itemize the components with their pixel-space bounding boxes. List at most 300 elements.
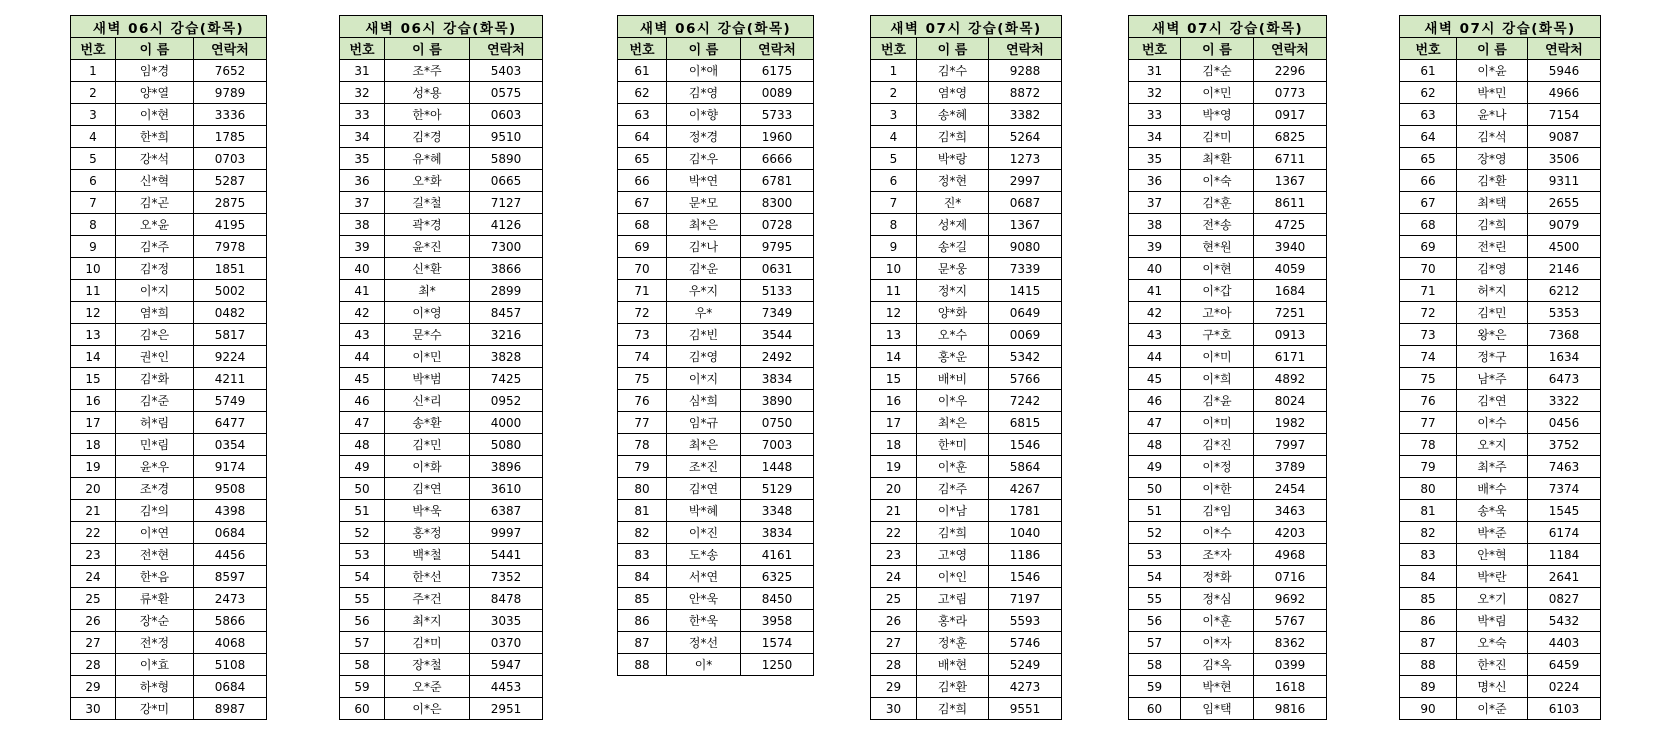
cell-number: 8 <box>71 214 116 236</box>
cell-number: 46 <box>1129 390 1181 412</box>
header-number: 번호 <box>1129 38 1181 60</box>
cell-number: 69 <box>1400 236 1457 258</box>
cell-number: 79 <box>618 456 667 478</box>
table-row <box>1129 368 1327 390</box>
cell-name: 민*림 <box>116 434 194 456</box>
cell-name: 박*림 <box>1457 610 1528 632</box>
cell-number: 74 <box>618 346 667 368</box>
cell-number: 58 <box>1129 654 1181 676</box>
table-row <box>340 654 543 676</box>
table-row <box>71 478 267 500</box>
cell-name: 김*미 <box>1181 126 1254 148</box>
cell-number: 40 <box>340 258 385 280</box>
cell-number: 36 <box>340 170 385 192</box>
cell-contact: 1960 <box>741 126 814 148</box>
cell-contact: 5866 <box>194 610 267 632</box>
roster-table-4 <box>870 15 1062 720</box>
cell-name: 이*민 <box>385 346 470 368</box>
table-row <box>71 346 267 368</box>
cell-name: 고*아 <box>1181 302 1254 324</box>
cell-contact: 5766 <box>989 368 1062 390</box>
cell-contact: 7339 <box>989 258 1062 280</box>
cell-number: 64 <box>1400 126 1457 148</box>
cell-name: 김*희 <box>917 522 989 544</box>
table-row <box>618 126 814 148</box>
cell-name: 이*미 <box>1181 412 1254 434</box>
cell-number: 42 <box>1129 302 1181 324</box>
table-row <box>71 104 267 126</box>
cell-contact: 5817 <box>194 324 267 346</box>
cell-name: 이*훈 <box>917 456 989 478</box>
cell-number: 4 <box>71 126 116 148</box>
table-row <box>1400 698 1601 720</box>
cell-name: 우* <box>667 302 741 324</box>
table-row <box>618 478 814 500</box>
table-row <box>1129 346 1327 368</box>
cell-number: 22 <box>71 522 116 544</box>
cell-name: 길*철 <box>385 192 470 214</box>
cell-name: 이*진 <box>667 522 741 544</box>
cell-name: 곽*경 <box>385 214 470 236</box>
cell-contact: 7300 <box>470 236 543 258</box>
cell-number: 17 <box>871 412 917 434</box>
cell-contact: 9079 <box>1528 214 1601 236</box>
cell-number: 72 <box>618 302 667 324</box>
cell-contact: 1634 <box>1528 346 1601 368</box>
cell-contact: 9174 <box>194 456 267 478</box>
cell-contact: 7978 <box>194 236 267 258</box>
table-row <box>871 412 1062 434</box>
table-row <box>871 82 1062 104</box>
table-row <box>618 280 814 302</box>
cell-name: 이* <box>667 654 741 676</box>
cell-contact: 1546 <box>989 566 1062 588</box>
cell-number: 7 <box>71 192 116 214</box>
cell-name: 허*지 <box>1457 280 1528 302</box>
cell-number: 30 <box>71 698 116 720</box>
cell-name: 하*형 <box>116 676 194 698</box>
cell-name: 서*연 <box>667 566 741 588</box>
cell-number: 75 <box>618 368 667 390</box>
cell-name: 박*범 <box>385 368 470 390</box>
cell-contact: 4059 <box>1254 258 1327 280</box>
cell-number: 60 <box>340 698 385 720</box>
cell-number: 67 <box>618 192 667 214</box>
cell-name: 성*용 <box>385 82 470 104</box>
cell-contact: 9692 <box>1254 588 1327 610</box>
cell-number: 50 <box>340 478 385 500</box>
cell-number: 31 <box>340 60 385 82</box>
table-row <box>1129 148 1327 170</box>
table-row <box>71 258 267 280</box>
cell-number: 41 <box>1129 280 1181 302</box>
cell-contact: 3789 <box>1254 456 1327 478</box>
table-row <box>1129 522 1327 544</box>
table-row <box>1400 346 1601 368</box>
cell-number: 43 <box>1129 324 1181 346</box>
cell-number: 24 <box>871 566 917 588</box>
cell-name: 김*연 <box>667 478 741 500</box>
table-row <box>871 126 1062 148</box>
cell-number: 15 <box>871 368 917 390</box>
cell-name: 이*한 <box>1181 478 1254 500</box>
cell-number: 89 <box>1400 676 1457 698</box>
table-row <box>618 170 814 192</box>
cell-number: 47 <box>1129 412 1181 434</box>
cell-name: 김*빈 <box>667 324 741 346</box>
table-row <box>1129 258 1327 280</box>
table-row <box>1400 258 1601 280</box>
cell-contact: 1367 <box>989 214 1062 236</box>
cell-contact: 5432 <box>1528 610 1601 632</box>
cell-contact: 8024 <box>1254 390 1327 412</box>
cell-name: 문*웅 <box>917 258 989 280</box>
cell-number: 46 <box>340 390 385 412</box>
cell-name: 이*지 <box>116 280 194 302</box>
cell-number: 59 <box>340 676 385 698</box>
table-row <box>871 610 1062 632</box>
cell-number: 85 <box>618 588 667 610</box>
cell-number: 5 <box>71 148 116 170</box>
cell-name: 오*기 <box>1457 588 1528 610</box>
cell-name: 정*지 <box>917 280 989 302</box>
cell-contact: 5342 <box>989 346 1062 368</box>
table-row <box>618 456 814 478</box>
table-row <box>871 544 1062 566</box>
cell-number: 5 <box>871 148 917 170</box>
cell-contact: 3890 <box>741 390 814 412</box>
cell-contact: 4273 <box>989 676 1062 698</box>
cell-number: 55 <box>1129 588 1181 610</box>
cell-contact: 4456 <box>194 544 267 566</box>
cell-contact: 3610 <box>470 478 543 500</box>
roster-table-2 <box>339 15 543 720</box>
cell-name: 전*현 <box>116 544 194 566</box>
cell-contact: 2454 <box>1254 478 1327 500</box>
table-row <box>871 390 1062 412</box>
cell-name: 박*준 <box>1457 522 1528 544</box>
table-row <box>1400 214 1601 236</box>
table-row <box>1400 588 1601 610</box>
cell-name: 남*주 <box>1457 368 1528 390</box>
cell-contact: 9816 <box>1254 698 1327 720</box>
table-row <box>1400 126 1601 148</box>
table-row <box>871 632 1062 654</box>
cell-name: 김*희 <box>917 698 989 720</box>
cell-name: 김*옥 <box>1181 654 1254 676</box>
cell-name: 도*송 <box>667 544 741 566</box>
cell-contact: 9080 <box>989 236 1062 258</box>
cell-contact: 1785 <box>194 126 267 148</box>
cell-number: 38 <box>1129 214 1181 236</box>
cell-name: 정*훈 <box>917 632 989 654</box>
table-row <box>1129 434 1327 456</box>
cell-contact: 6815 <box>989 412 1062 434</box>
cell-number: 86 <box>618 610 667 632</box>
table-row <box>871 698 1062 720</box>
cell-name: 오*숙 <box>1457 632 1528 654</box>
table-row <box>71 698 267 720</box>
table-row <box>871 500 1062 522</box>
cell-contact: 1367 <box>1254 170 1327 192</box>
cell-contact: 4203 <box>1254 522 1327 544</box>
table-row <box>1129 676 1327 698</box>
cell-contact: 5746 <box>989 632 1062 654</box>
cell-name: 이*정 <box>1181 456 1254 478</box>
cell-contact: 6171 <box>1254 346 1327 368</box>
cell-number: 33 <box>1129 104 1181 126</box>
cell-number: 45 <box>1129 368 1181 390</box>
cell-contact: 0684 <box>194 522 267 544</box>
cell-name: 신*환 <box>385 258 470 280</box>
table-row <box>71 610 267 632</box>
cell-name: 염*영 <box>917 82 989 104</box>
cell-name: 오*윤 <box>116 214 194 236</box>
table-row <box>71 434 267 456</box>
cell-number: 42 <box>340 302 385 324</box>
table-row <box>1129 654 1327 676</box>
cell-number: 40 <box>1129 258 1181 280</box>
cell-contact: 2655 <box>1528 192 1601 214</box>
cell-contact: 6387 <box>470 500 543 522</box>
cell-number: 69 <box>618 236 667 258</box>
cell-number: 28 <box>71 654 116 676</box>
cell-contact: 7349 <box>741 302 814 324</box>
cell-name: 조*경 <box>116 478 194 500</box>
table-row <box>340 632 543 654</box>
cell-number: 16 <box>71 390 116 412</box>
cell-name: 이*수 <box>1457 412 1528 434</box>
cell-number: 23 <box>871 544 917 566</box>
cell-contact: 6174 <box>1528 522 1601 544</box>
table-row <box>340 302 543 324</box>
table-row <box>1400 368 1601 390</box>
table-row <box>1400 104 1601 126</box>
cell-contact: 1186 <box>989 544 1062 566</box>
cell-name: 배*현 <box>917 654 989 676</box>
cell-contact: 5287 <box>194 170 267 192</box>
cell-number: 24 <box>71 566 116 588</box>
cell-contact: 4126 <box>470 214 543 236</box>
table-row <box>1129 82 1327 104</box>
cell-contact: 1448 <box>741 456 814 478</box>
table-row <box>340 258 543 280</box>
cell-number: 54 <box>340 566 385 588</box>
cell-number: 48 <box>1129 434 1181 456</box>
cell-contact: 0089 <box>741 82 814 104</box>
cell-number: 3 <box>871 104 917 126</box>
cell-contact: 3463 <box>1254 500 1327 522</box>
cell-name: 양*화 <box>917 302 989 324</box>
table-row <box>871 368 1062 390</box>
cell-contact: 0456 <box>1528 412 1601 434</box>
cell-name: 홍*정 <box>385 522 470 544</box>
cell-number: 16 <box>871 390 917 412</box>
cell-name: 김*운 <box>667 258 741 280</box>
cell-contact: 1040 <box>989 522 1062 544</box>
table-row <box>71 390 267 412</box>
cell-number: 77 <box>618 412 667 434</box>
cell-contact: 6711 <box>1254 148 1327 170</box>
cell-number: 51 <box>1129 500 1181 522</box>
cell-number: 41 <box>340 280 385 302</box>
cell-contact: 0703 <box>194 148 267 170</box>
table-row <box>1129 698 1327 720</box>
cell-name: 박*영 <box>1181 104 1254 126</box>
cell-number: 2 <box>71 82 116 104</box>
cell-number: 73 <box>618 324 667 346</box>
cell-number: 35 <box>1129 148 1181 170</box>
table-row <box>871 324 1062 346</box>
header-contact: 연락처 <box>741 38 814 60</box>
cell-number: 21 <box>71 500 116 522</box>
cell-name: 오*지 <box>1457 434 1528 456</box>
cell-number: 60 <box>1129 698 1181 720</box>
cell-number: 35 <box>340 148 385 170</box>
table-row <box>1400 280 1601 302</box>
cell-name: 박*현 <box>1181 676 1254 698</box>
table-row <box>340 214 543 236</box>
cell-contact: 7352 <box>470 566 543 588</box>
table-row <box>1129 610 1327 632</box>
cell-contact: 7003 <box>741 434 814 456</box>
cell-number: 9 <box>871 236 917 258</box>
table-row <box>340 170 543 192</box>
cell-contact: 6212 <box>1528 280 1601 302</box>
table-row <box>1129 588 1327 610</box>
cell-number: 87 <box>1400 632 1457 654</box>
cell-number: 68 <box>618 214 667 236</box>
cell-name: 장*영 <box>1457 148 1528 170</box>
cell-number: 12 <box>871 302 917 324</box>
cell-number: 1 <box>871 60 917 82</box>
cell-number: 52 <box>340 522 385 544</box>
cell-contact: 8478 <box>470 588 543 610</box>
table-row <box>1129 500 1327 522</box>
cell-name: 전*정 <box>116 632 194 654</box>
table-row <box>340 324 543 346</box>
cell-number: 44 <box>340 346 385 368</box>
table-title: 새벽 06시 강습(화목) <box>340 16 543 38</box>
cell-contact: 3336 <box>194 104 267 126</box>
cell-contact: 6666 <box>741 148 814 170</box>
header-contact: 연락처 <box>470 38 543 60</box>
table-row <box>340 500 543 522</box>
table-row <box>618 566 814 588</box>
cell-contact: 9510 <box>470 126 543 148</box>
cell-name: 이*영 <box>385 302 470 324</box>
cell-name: 최*환 <box>1181 148 1254 170</box>
cell-number: 19 <box>871 456 917 478</box>
table-row <box>618 412 814 434</box>
table-row <box>71 236 267 258</box>
cell-contact: 0684 <box>194 676 267 698</box>
cell-contact: 6781 <box>741 170 814 192</box>
cell-contact: 0649 <box>989 302 1062 324</box>
cell-number: 34 <box>340 126 385 148</box>
cell-number: 7 <box>871 192 917 214</box>
cell-contact: 0952 <box>470 390 543 412</box>
cell-contact: 1982 <box>1254 412 1327 434</box>
cell-name: 이*지 <box>667 368 741 390</box>
table-row <box>1400 82 1601 104</box>
cell-name: 문*수 <box>385 324 470 346</box>
cell-name: 이*미 <box>1181 346 1254 368</box>
cell-number: 49 <box>1129 456 1181 478</box>
cell-name: 이*윤 <box>1457 60 1528 82</box>
cell-name: 한*선 <box>385 566 470 588</box>
cell-number: 38 <box>340 214 385 236</box>
table-row <box>71 676 267 698</box>
cell-name: 임*규 <box>667 412 741 434</box>
cell-name: 이*애 <box>667 60 741 82</box>
table-row <box>71 302 267 324</box>
table-row <box>340 544 543 566</box>
cell-name: 박*혜 <box>667 500 741 522</box>
cell-contact: 1415 <box>989 280 1062 302</box>
cell-name: 임*택 <box>1181 698 1254 720</box>
cell-number: 26 <box>71 610 116 632</box>
table-row <box>71 412 267 434</box>
cell-number: 32 <box>1129 82 1181 104</box>
table-row <box>1400 170 1601 192</box>
table-title: 새벽 07시 강습(화목) <box>871 16 1062 38</box>
cell-number: 53 <box>340 544 385 566</box>
cell-contact: 1781 <box>989 500 1062 522</box>
table-row <box>340 368 543 390</box>
table-row <box>871 302 1062 324</box>
table-row <box>871 170 1062 192</box>
cell-contact: 0913 <box>1254 324 1327 346</box>
cell-contact: 2899 <box>470 280 543 302</box>
cell-name: 백*철 <box>385 544 470 566</box>
cell-contact: 9795 <box>741 236 814 258</box>
table-row <box>71 280 267 302</box>
cell-name: 김*주 <box>917 478 989 500</box>
cell-contact: 0482 <box>194 302 267 324</box>
cell-number: 71 <box>618 280 667 302</box>
cell-number: 43 <box>340 324 385 346</box>
table-row <box>1400 566 1601 588</box>
cell-number: 84 <box>618 566 667 588</box>
cell-contact: 4403 <box>1528 632 1601 654</box>
cell-number: 28 <box>871 654 917 676</box>
cell-name: 양*열 <box>116 82 194 104</box>
table-row <box>1129 456 1327 478</box>
cell-contact: 5129 <box>741 478 814 500</box>
header-number: 번호 <box>618 38 667 60</box>
table-row <box>618 544 814 566</box>
table-row <box>618 632 814 654</box>
table-row <box>1400 412 1601 434</box>
table-row <box>1400 324 1601 346</box>
table-row <box>340 390 543 412</box>
cell-name: 명*신 <box>1457 676 1528 698</box>
table-row <box>340 60 543 82</box>
cell-name: 박*란 <box>1457 566 1528 588</box>
table-row <box>871 214 1062 236</box>
table-row <box>618 346 814 368</box>
cell-number: 54 <box>1129 566 1181 588</box>
cell-contact: 7242 <box>989 390 1062 412</box>
cell-name: 정*경 <box>667 126 741 148</box>
table-row <box>340 280 543 302</box>
cell-name: 송*환 <box>385 412 470 434</box>
table-row <box>1400 544 1601 566</box>
cell-number: 68 <box>1400 214 1457 236</box>
cell-number: 3 <box>71 104 116 126</box>
cell-name: 문*모 <box>667 192 741 214</box>
